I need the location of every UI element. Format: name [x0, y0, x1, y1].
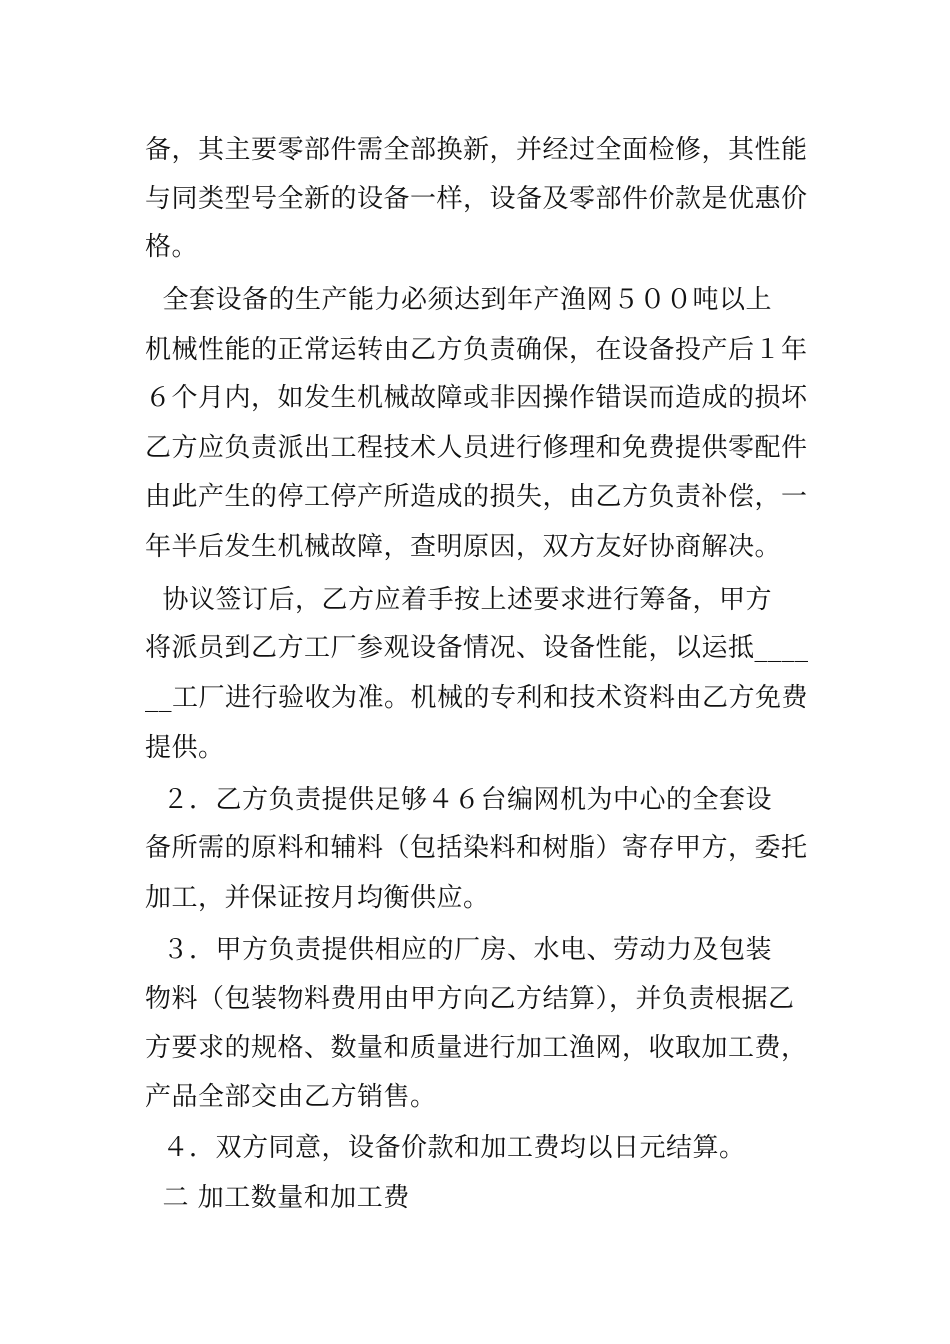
text-line-16: 加工，并保证按月均衡供应。 — [145, 883, 490, 913]
text-line-15: 备所需的原料和辅料（包括染料和树脂）寄存甲方，委托 — [145, 833, 808, 863]
text-line-5: 机械性能的正常运转由乙方负责确保，在设备投产后１年 — [145, 335, 808, 365]
text-line-12: __工厂进行验收为准。机械的专利和技术资料由乙方免费 — [145, 683, 809, 713]
text-line-17: ３．甲方负责提供相应的厂房、水电、劳动力及包装 — [145, 935, 773, 965]
text-line-18: 物料（包装物料费用由甲方向乙方结算），并负责根据乙 — [145, 984, 795, 1014]
text-line-10: 协议签订后，乙方应着手按上述要求进行筹备，甲方 — [145, 585, 773, 615]
text-line-6: ６个月内，如发生机械故障或非因操作错误而造成的损坏 — [145, 383, 808, 413]
text-line-1: 备，其主要零部件需全部换新，并经过全面检修，其性能 — [145, 135, 808, 165]
text-line-8: 由此产生的停工停产所造成的损失，由乙方负责补偿，一 — [145, 482, 808, 512]
text-line-3: 格。 — [145, 232, 199, 262]
text-line-11: 将派员到乙方工厂参观设备情况、设备性能，以运抵____ — [145, 633, 809, 663]
text-line-21: ４．双方同意，设备价款和加工费均以日元结算。 — [145, 1133, 746, 1163]
text-line-2: 与同类型号全新的设备一样，设备及零部件价款是优惠价 — [145, 184, 808, 214]
text-line-19: 方要求的规格、数量和质量进行加工渔网，收取加工费， — [145, 1033, 808, 1063]
text-line-20: 产品全部交由乙方销售。 — [145, 1082, 437, 1112]
section-heading: 二 加工数量和加工费 — [145, 1183, 410, 1213]
text-line-7: 乙方应负责派出工程技术人员进行修理和免费提供零配件 — [145, 433, 808, 463]
text-line-9: 年半后发生机械故障，查明原因，双方友好协商解决。 — [145, 532, 782, 562]
text-line-4: 全套设备的生产能力必须达到年产渔网５００吨以上 — [145, 285, 773, 315]
text-line-13: 提供。 — [145, 733, 225, 763]
text-line-14: ２．乙方负责提供足够４６台编网机为中心的全套设 — [145, 785, 773, 815]
